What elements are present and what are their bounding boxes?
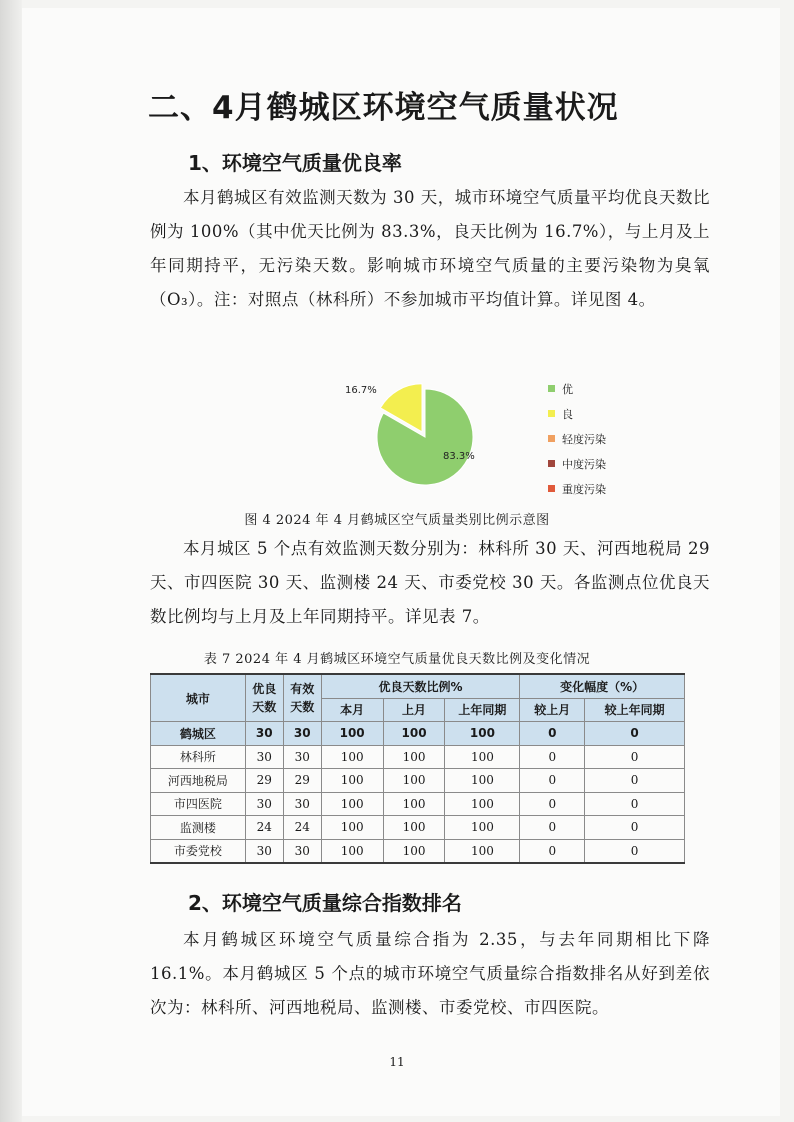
table-cell: 100 (321, 839, 383, 863)
table-cell: 30 (283, 745, 321, 769)
paragraph-1: 本月鹤城区有效监测天数为 30 天，城市环境空气质量平均优良天数比例为 100%（其中优天比例为 83.3%，良天比例为 16.7%），与上月及上年同期持平，无污染天数。影响城市环境空气质量的主要污染物为臭氧（O₃）。注：对照点（林科所）不参加城市平均值计算。详见图 4。 (150, 188, 710, 309)
table-cell: 0 (585, 769, 685, 793)
table-cell: 29 (245, 769, 283, 793)
header-vs-last-year: 较上年同期 (585, 698, 685, 722)
table-cell: 0 (520, 792, 585, 816)
chart-legend (548, 376, 606, 501)
legend-label: 良 (562, 407, 573, 421)
page-number: 11 (389, 1055, 405, 1069)
table-cell: 30 (245, 792, 283, 816)
table-cell: 100 (321, 722, 383, 746)
table-cell: 24 (245, 816, 283, 840)
table-cell: 0 (585, 816, 685, 840)
table-cell: 29 (283, 769, 321, 793)
pie-chart (330, 370, 640, 500)
table-cell: 100 (383, 792, 445, 816)
table-row (151, 769, 685, 793)
pie-label-1: 16.7% (345, 385, 377, 396)
table-cell: 市四医院 (151, 792, 246, 816)
header-this-month: 本月 (321, 698, 383, 722)
table-cell: 河西地税局 (151, 769, 246, 793)
table-cell: 100 (321, 745, 383, 769)
pie-label-0: 83.3% (443, 451, 475, 462)
table-cell: 100 (383, 839, 445, 863)
legend-swatch (548, 460, 555, 467)
table-cell: 100 (383, 816, 445, 840)
table-row (151, 839, 685, 863)
table-cell: 0 (520, 722, 585, 746)
legend-label: 重度污染 (562, 482, 606, 496)
scan-edge (0, 0, 22, 1122)
legend-label: 中度污染 (562, 457, 606, 471)
table-cell: 30 (245, 722, 283, 746)
table-cell: 0 (585, 792, 685, 816)
table-cell: 0 (585, 745, 685, 769)
header-city: 城市 (151, 674, 246, 722)
table-cell: 30 (283, 792, 321, 816)
table-cell: 100 (445, 792, 520, 816)
header-last-month: 上月 (383, 698, 445, 722)
pie-svg (330, 370, 540, 500)
table-cell: 100 (321, 816, 383, 840)
table-row (151, 722, 685, 746)
table-cell: 30 (283, 839, 321, 863)
header-change-group: 变化幅度（%） (520, 674, 685, 698)
table-body (151, 722, 685, 864)
table-cell: 30 (283, 722, 321, 746)
table-cell: 100 (445, 745, 520, 769)
table-cell: 0 (585, 839, 685, 863)
table-cell: 100 (445, 816, 520, 840)
header-vs-last-month: 较上月 (520, 698, 585, 722)
section-title-1: 1、环境空气质量优良率 (188, 151, 402, 175)
legend-swatch (548, 385, 555, 392)
table-cell: 100 (445, 839, 520, 863)
table-row (151, 792, 685, 816)
page-heading: 二、4月鹤城区环境空气质量状况 (148, 90, 619, 126)
table-row (151, 745, 685, 769)
header-good-days: 优良天数 (245, 674, 283, 722)
legend-label: 轻度污染 (562, 432, 606, 446)
table-cell: 林科所 (151, 745, 246, 769)
table-cell: 市委党校 (151, 839, 246, 863)
figure-caption: 图 4 2024 年 4 月鹤城区空气质量类别比例示意图 (244, 513, 550, 528)
table-cell: 30 (245, 745, 283, 769)
table-cell: 30 (245, 839, 283, 863)
header-valid-days: 有效天数 (283, 674, 321, 722)
legend-item (548, 401, 606, 426)
legend-swatch (548, 410, 555, 417)
paragraph-3: 本月鹤城区环境空气质量综合指为 2.35，与去年同期相比下降 16.1%。本月鹤城区 5 个点的城市环境空气质量综合指数排名从好到差依次为：林科所、河西地税局、监测楼、市委党校、市四医院。 (150, 930, 710, 1017)
table-cell: 0 (585, 722, 685, 746)
legend-item (548, 451, 606, 476)
table-cell: 0 (520, 816, 585, 840)
legend-label: 优 (562, 382, 573, 396)
table-cell: 监测楼 (151, 816, 246, 840)
table-cell: 0 (520, 745, 585, 769)
table-cell: 100 (383, 769, 445, 793)
table-caption: 表 7 2024 年 4 月鹤城区环境空气质量优良天数比例及变化情况 (203, 652, 591, 667)
header-ratio-group: 优良天数比例% (321, 674, 520, 698)
table-cell: 100 (383, 745, 445, 769)
table-cell: 100 (321, 769, 383, 793)
header-last-year: 上年同期 (445, 698, 520, 722)
legend-item (548, 476, 606, 501)
legend-swatch (548, 485, 555, 492)
legend-item (548, 426, 606, 451)
table-cell: 100 (445, 722, 520, 746)
table-cell: 0 (520, 839, 585, 863)
table-cell: 100 (321, 792, 383, 816)
table-cell: 鹤城区 (151, 722, 246, 746)
table-cell: 100 (445, 769, 520, 793)
section-title-2: 2、环境空气质量综合指数排名 (188, 891, 462, 915)
legend-item (548, 376, 606, 401)
legend-swatch (548, 435, 555, 442)
paragraph-2: 本月城区 5 个点有效监测天数分别为：林科所 30 天、河西地税局 29 天、市四医院 30 天、监测楼 24 天、市委党校 30 天。各监测点位优良天数比例均与上月及上年同期持平。详见表 7。 (150, 539, 710, 626)
table-cell: 0 (520, 769, 585, 793)
data-table (150, 673, 685, 864)
table-cell: 24 (283, 816, 321, 840)
table-cell: 100 (383, 722, 445, 746)
table-row (151, 816, 685, 840)
